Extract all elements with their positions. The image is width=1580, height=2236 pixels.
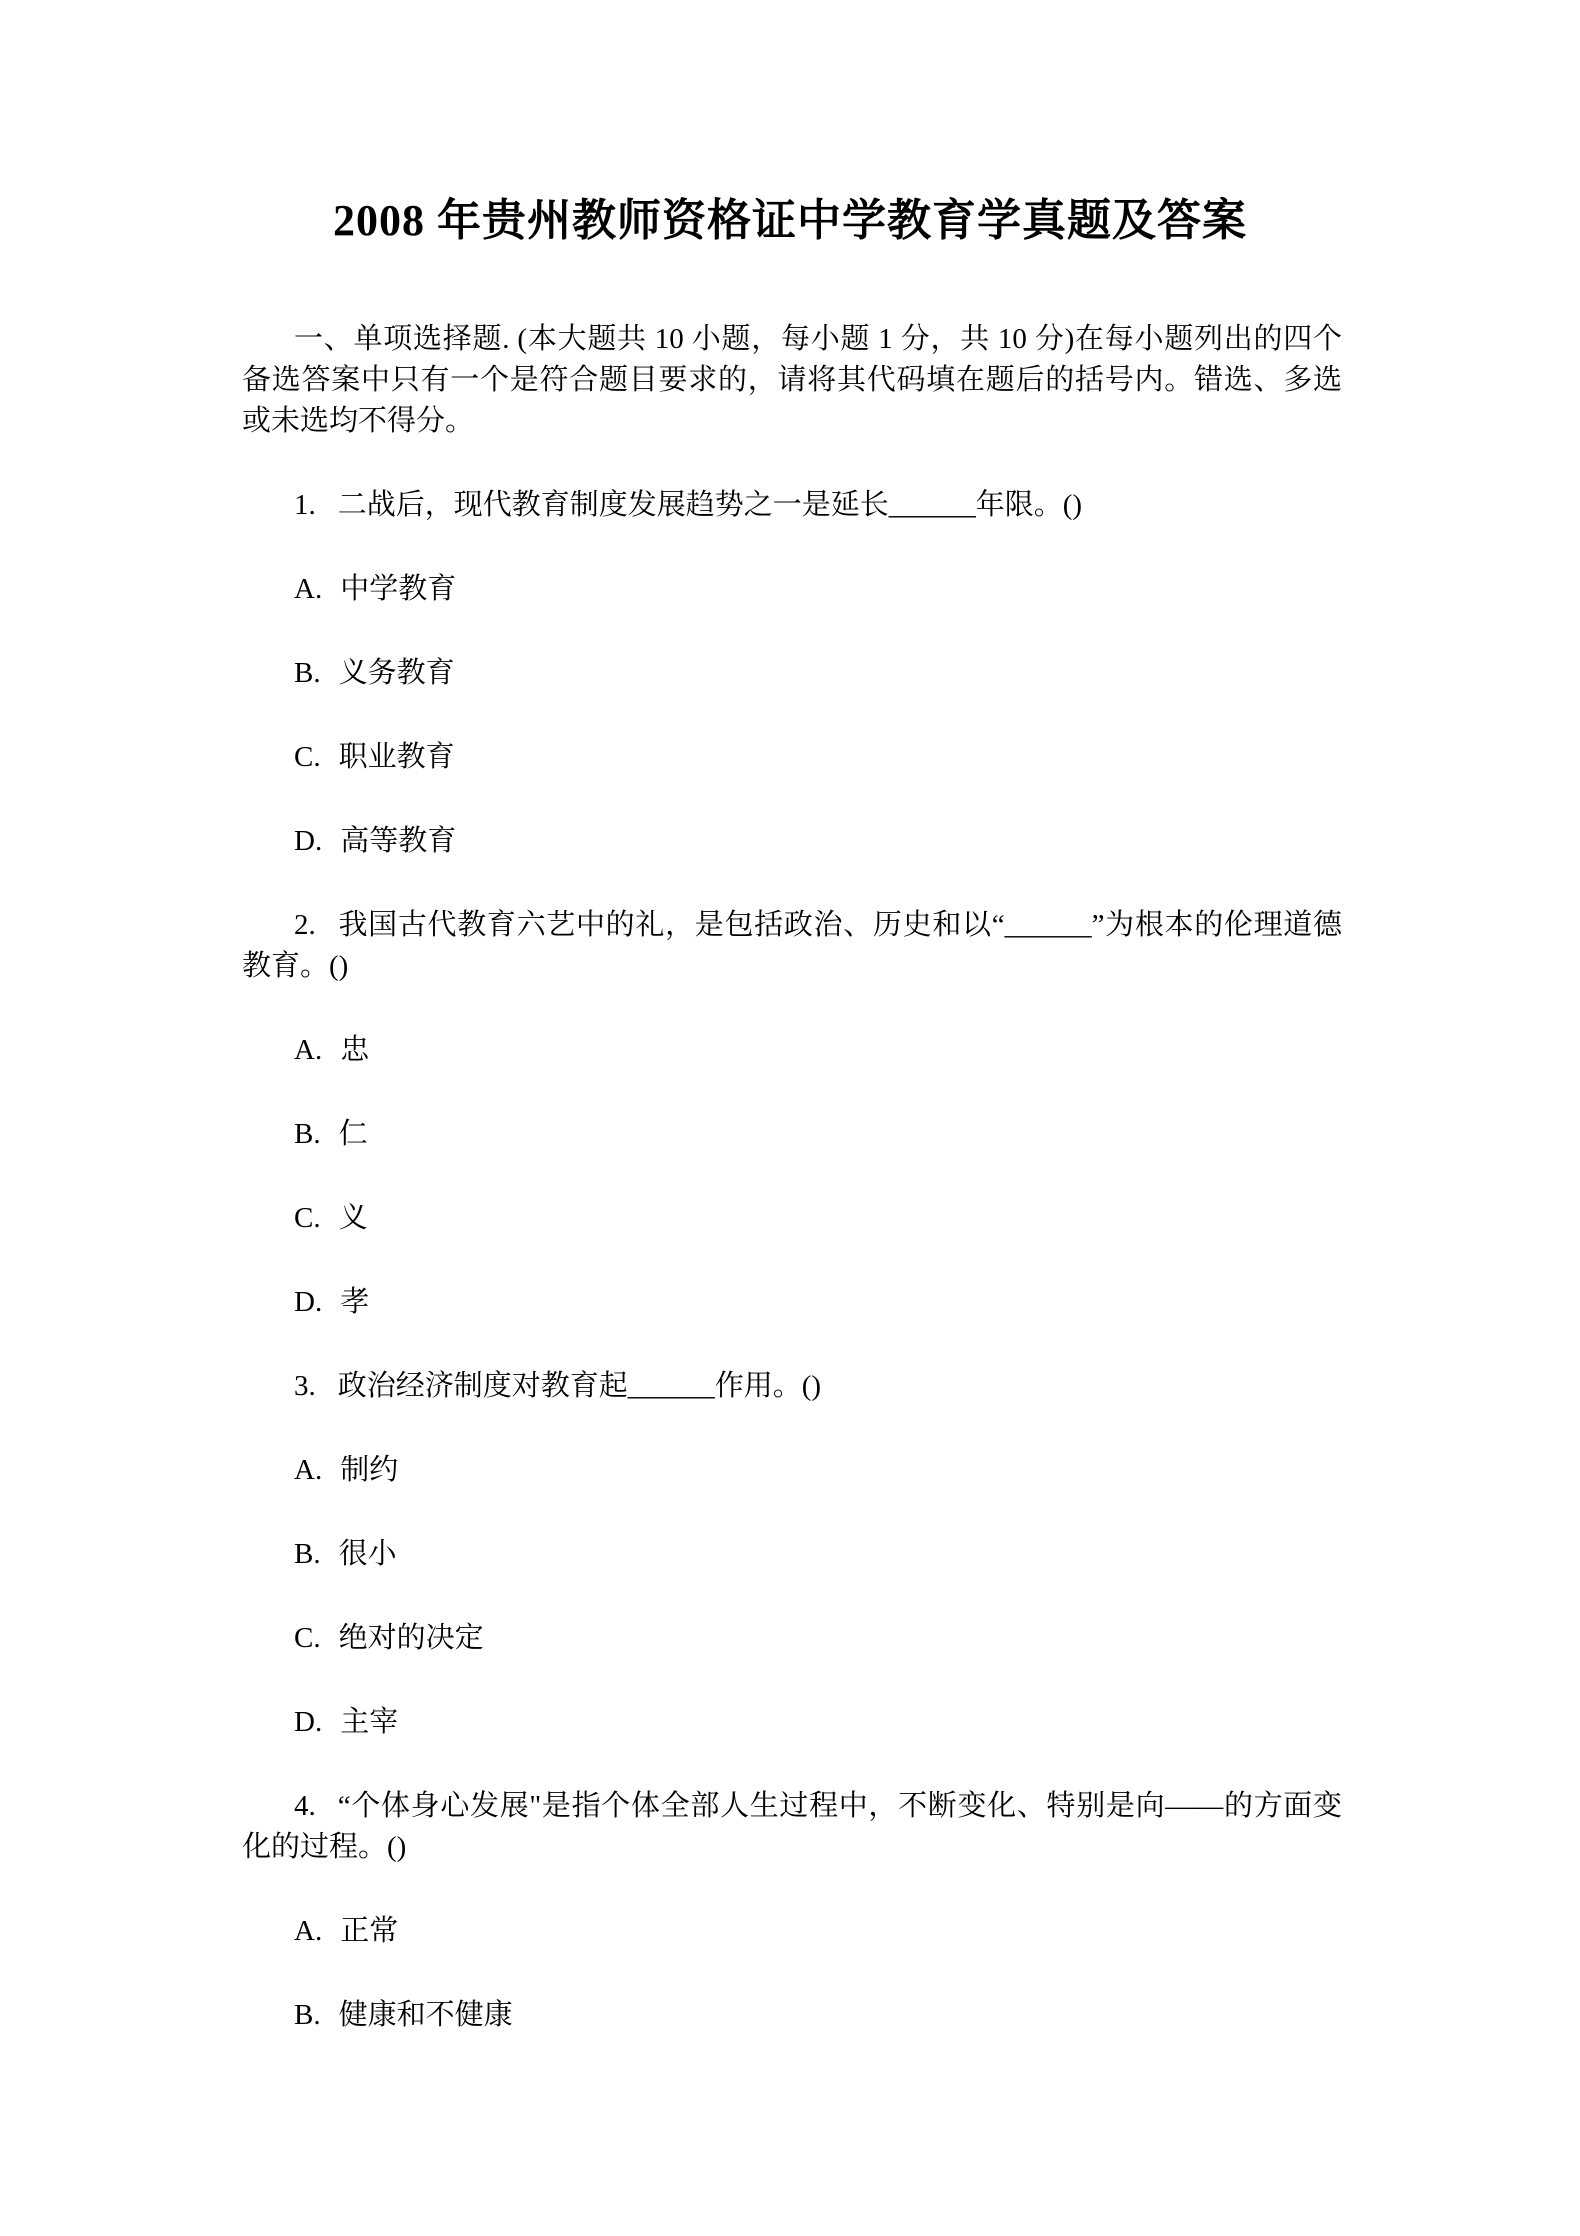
question-4-option-b-label: B.: [294, 1999, 321, 2031]
question-3-option-c-text: 绝对的决定: [338, 1622, 484, 1654]
question-3-option-d-text: 主宰: [340, 1706, 399, 1738]
question-3-option-a: [242, 1450, 1342, 1491]
question-1-option-d: [242, 821, 1342, 862]
question-3: [242, 1366, 1342, 1407]
question-4-option-b: [242, 1995, 1342, 2036]
question-4-option-a-text: 正常: [340, 1915, 399, 1947]
question-3-option-b: [242, 1534, 1342, 1575]
question-2-option-a-text: 忠: [340, 1034, 370, 1066]
question-2-option-c: [242, 1198, 1342, 1239]
question-3-option-a-label: A.: [294, 1454, 323, 1486]
question-2-option-c-text: 义: [338, 1202, 368, 1234]
question-2-option-b-label: B.: [294, 1118, 321, 1150]
question-1-option-b: [242, 653, 1342, 694]
question-1-text: 二战后，现代教育制度发展趋势之一是延长______年限。(): [337, 489, 1083, 521]
question-3-option-c-label: C.: [294, 1622, 321, 1654]
question-2-option-a-label: A.: [294, 1034, 323, 1066]
question-1-option-b-label: B.: [294, 657, 321, 689]
question-2-option-d: [242, 1282, 1342, 1323]
question-3-option-d-label: D.: [294, 1706, 323, 1738]
question-1: [242, 485, 1342, 526]
question-3-option-d: [242, 1702, 1342, 1743]
question-1-option-b-text: 义务教育: [338, 657, 455, 689]
question-3-number: 3.: [294, 1370, 316, 1402]
question-1-number: 1.: [294, 489, 316, 521]
question-4-number: 4.: [294, 1790, 316, 1822]
question-3-text: 政治经济制度对教育起______作用。(): [337, 1370, 822, 1402]
question-3-option-c: [242, 1618, 1342, 1659]
question-4-option-b-text: 健康和不健康: [338, 1999, 513, 2031]
question-2: [242, 905, 1342, 987]
question-2-number: 2.: [294, 909, 316, 941]
section-instructions: 一、单项选择题. (本大题共 10 小题，每小题 1 分，共 10 分)在每小题列出的四个备选答案中只有一个是符合题目要求的，请将其代码填在题后的括号内。错选、多选或未选均不得分。: [242, 323, 1342, 437]
question-4-option-a: [242, 1911, 1342, 1952]
question-1-option-d-label: D.: [294, 825, 323, 857]
document-body: [242, 319, 1342, 2036]
question-4-option-a-label: A.: [294, 1915, 323, 1947]
question-2-option-b-text: 仁: [338, 1118, 368, 1150]
question-1-option-a: [242, 569, 1342, 610]
question-3-option-a-text: 制约: [340, 1454, 399, 1486]
question-4: [242, 1786, 1342, 1868]
question-2-option-d-text: 孝: [340, 1286, 370, 1318]
question-1-option-c-label: C.: [294, 741, 321, 773]
question-3-option-b-label: B.: [294, 1538, 321, 1570]
question-1-option-a-text: 中学教育: [340, 573, 457, 605]
question-1-option-c-text: 职业教育: [338, 741, 455, 773]
question-2-option-a: [242, 1030, 1342, 1071]
question-2-option-c-label: C.: [294, 1202, 321, 1234]
question-2-option-b: [242, 1114, 1342, 1155]
question-2-text: 我国古代教育六艺中的礼，是包括政治、历史和以“______”为根本的伦理道德教育。(): [242, 909, 1342, 982]
question-1-option-d-text: 高等教育: [340, 825, 457, 857]
question-1-option-a-label: A.: [294, 573, 323, 605]
question-3-option-b-text: 很小: [338, 1538, 397, 1570]
question-1-option-c: [242, 737, 1342, 778]
page-title: 2008 年贵州教师资格证中学教育学真题及答案: [333, 196, 1247, 245]
question-4-text: “个体身心发展"是指个体全部人生过程中，不断变化、特别是向——的方面变化的过程。(): [242, 1790, 1342, 1863]
question-2-option-d-label: D.: [294, 1286, 323, 1318]
